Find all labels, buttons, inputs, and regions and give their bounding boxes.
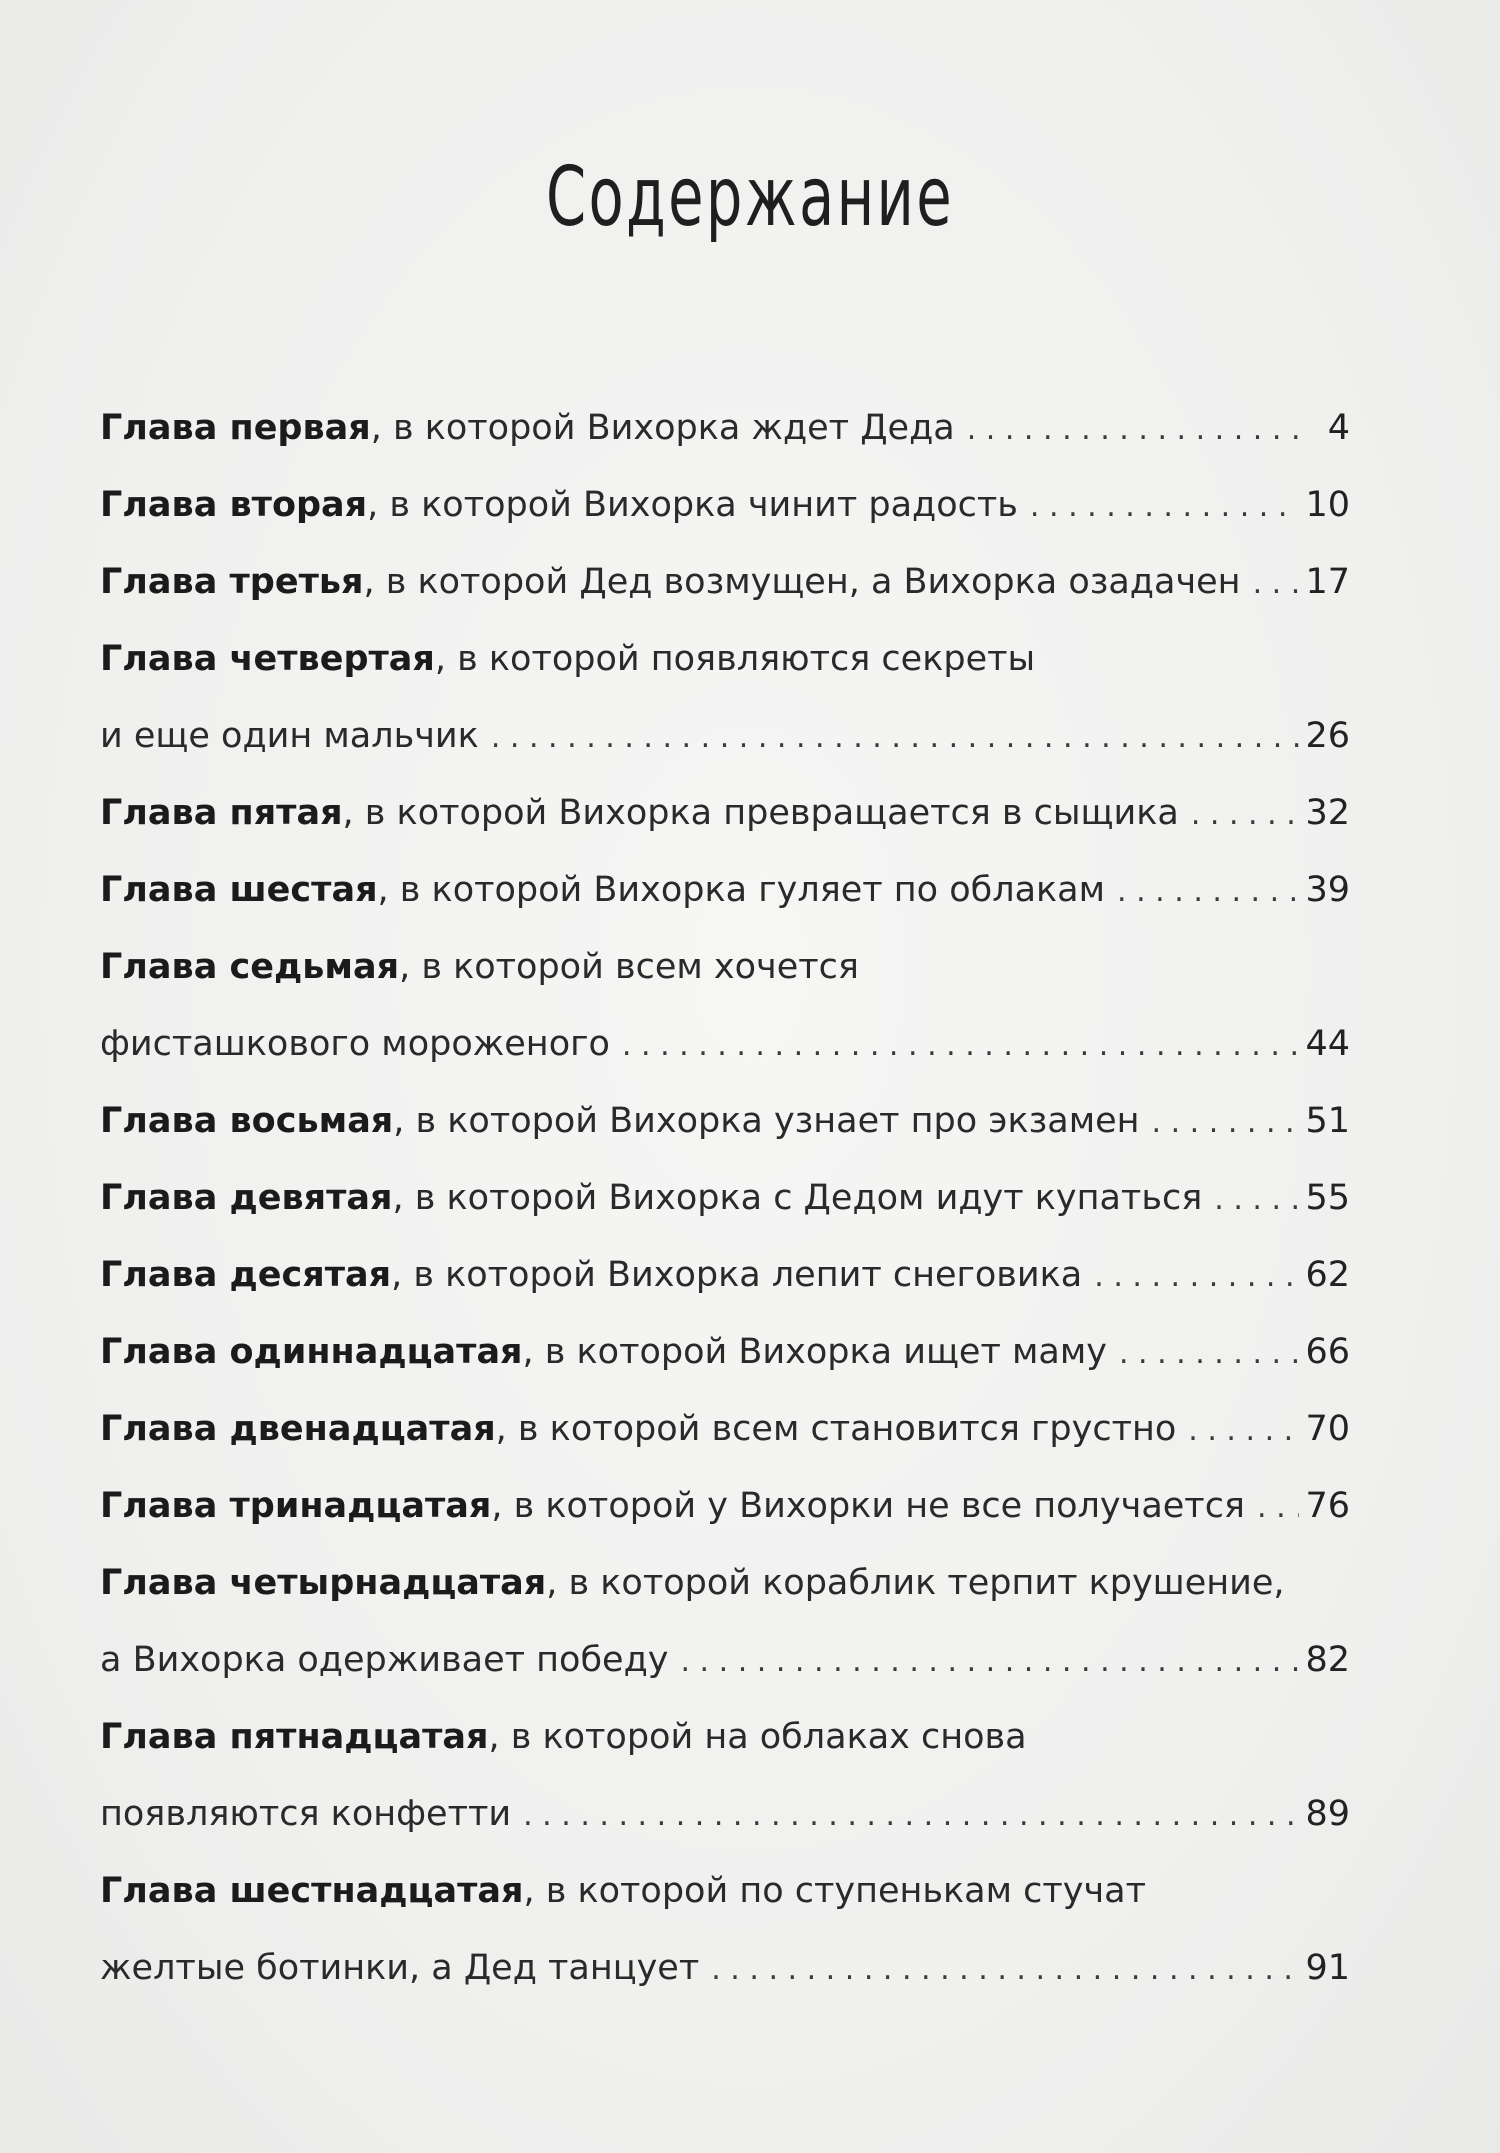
toc-entry	[100, 1468, 1350, 1545]
chapter-description: , в которой всем хочется	[399, 947, 859, 987]
toc-entry-label	[100, 1083, 1140, 1160]
page-number: 91	[1305, 1948, 1350, 1988]
toc-entry-label	[100, 1853, 1146, 1930]
page-number: 17	[1305, 562, 1350, 602]
chapter-description: , в которой у Вихорки не все получается	[491, 1486, 1245, 1526]
chapter-name: Глава шестнадцатая	[100, 1871, 524, 1911]
toc-entry-continuation	[100, 1006, 1350, 1083]
page-number: 55	[1305, 1178, 1350, 1218]
toc-entry-continuation	[100, 1622, 1350, 1699]
chapter-name: Глава девятая	[100, 1178, 393, 1218]
page-number: 10	[1305, 485, 1350, 525]
toc-entry	[100, 1237, 1350, 1314]
page-number: 82	[1305, 1640, 1350, 1680]
toc-entry	[100, 390, 1350, 467]
page-number: 4	[1327, 408, 1350, 448]
chapter-description-continued: и еще один мальчик	[100, 716, 479, 756]
page-number: 26	[1305, 716, 1350, 756]
chapter-name: Глава четырнадцатая	[100, 1563, 547, 1603]
toc-entry	[100, 1391, 1350, 1468]
toc-entry-continuation	[100, 1930, 1350, 2007]
toc-entry-label	[100, 929, 859, 1006]
chapter-description: , в которой Вихорка чинит радость	[367, 485, 1018, 525]
chapter-name: Глава одиннадцатая	[100, 1332, 523, 1372]
chapter-name: Глава восьмая	[100, 1101, 394, 1141]
toc-entry-label	[100, 1314, 1107, 1391]
chapter-name: Глава первая	[100, 408, 371, 448]
chapter-name: Глава третья	[100, 562, 364, 602]
chapter-name: Глава пятая	[100, 793, 343, 833]
chapter-description: , в которой Вихорка узнает про экзамен	[393, 1101, 1140, 1141]
toc-entry-label	[100, 1699, 1027, 1776]
chapter-description-continued: желтые ботинки, а Дед танцует	[100, 1948, 700, 1988]
chapter-description: , в которой по ступенькам стучат	[523, 1871, 1146, 1911]
toc-entry	[100, 1853, 1350, 1930]
dot-leader	[1117, 853, 1299, 930]
chapter-description: , в которой появляются секреты	[434, 639, 1036, 679]
dot-leader	[1214, 1161, 1299, 1238]
dot-leader	[1253, 545, 1300, 622]
toc-entry-label	[100, 390, 955, 467]
dot-leader	[1191, 776, 1300, 853]
toc-entry-label	[100, 1160, 1202, 1237]
toc-entry	[100, 1699, 1350, 1776]
chapter-description: , в которой на облаках снова	[488, 1717, 1027, 1757]
toc-entry-label	[100, 1468, 1245, 1545]
chapter-name: Глава четвертая	[100, 639, 435, 679]
page-number: 70	[1305, 1409, 1350, 1449]
page-title: Содержание	[545, 150, 955, 245]
chapter-description: , в которой Вихорка превращается в сыщика	[342, 793, 1179, 833]
toc-entry-label	[100, 775, 1179, 852]
toc-entry	[100, 1160, 1350, 1237]
toc-entry	[100, 1314, 1350, 1391]
toc-entry-label	[100, 1391, 1176, 1468]
chapter-name: Глава пятнадцатая	[100, 1717, 489, 1757]
chapter-name: Глава седьмая	[100, 947, 400, 987]
dot-leader	[622, 1007, 1300, 1084]
toc-entry-label	[100, 544, 1241, 621]
dot-leader	[680, 1623, 1299, 1700]
toc-entry-continuation	[100, 698, 1350, 775]
toc-entry	[100, 1083, 1350, 1160]
chapter-description-continued: фисташкового мороженого	[100, 1024, 610, 1064]
toc-entry	[100, 775, 1350, 852]
chapter-name: Глава тринадцатая	[100, 1486, 492, 1526]
table-of-contents	[100, 390, 1350, 2007]
chapter-description-continued: а Вихорка одерживает победу	[100, 1640, 669, 1680]
chapter-description: , в которой Вихорка с Дедом идут купаться	[392, 1178, 1203, 1218]
toc-entry-label	[100, 467, 1018, 544]
toc-entry	[100, 1545, 1350, 1622]
chapter-description: , в которой кораблик терпит крушение,	[546, 1563, 1285, 1603]
dot-leader	[1188, 1392, 1299, 1469]
chapter-description: , в которой Вихорка ищет маму	[522, 1332, 1107, 1372]
chapter-description: , в которой Дед возмущен, а Вихорка озадачен	[363, 562, 1241, 602]
chapter-description: , в которой Вихорка лепит снеговика	[391, 1255, 1083, 1295]
chapter-name: Глава вторая	[100, 485, 368, 525]
page-number: 62	[1305, 1255, 1350, 1295]
page-number: 76	[1305, 1486, 1350, 1526]
toc-entry	[100, 852, 1350, 929]
dot-leader	[711, 1931, 1299, 2008]
toc-entry-continuation	[100, 1776, 1350, 1853]
toc-entry	[100, 467, 1350, 544]
toc-entry	[100, 544, 1350, 621]
toc-entry-label	[100, 1545, 1285, 1622]
page-number: 51	[1305, 1101, 1350, 1141]
dot-leader	[1119, 1315, 1300, 1392]
page-number: 39	[1305, 870, 1350, 910]
dot-leader	[523, 1777, 1299, 1854]
page-number: 89	[1305, 1794, 1350, 1834]
dot-leader	[1152, 1084, 1300, 1161]
chapter-description: , в которой Вихорка гуляет по облакам	[377, 870, 1106, 910]
page-number: 44	[1305, 1024, 1350, 1064]
chapter-description: , в которой Вихорка ждет Деда	[370, 408, 955, 448]
dot-leader	[1257, 1469, 1299, 1546]
chapter-name: Глава двенадцатая	[100, 1409, 496, 1449]
toc-entry-label	[100, 852, 1105, 929]
chapter-name: Глава десятая	[100, 1255, 392, 1295]
toc-entry	[100, 621, 1350, 698]
toc-entry-label	[100, 621, 1035, 698]
toc-entry	[100, 929, 1350, 1006]
chapter-description: , в которой всем становится грустно	[495, 1409, 1177, 1449]
chapter-description-continued: появляются конфетти	[100, 1794, 512, 1834]
page-number: 32	[1305, 793, 1350, 833]
dot-leader	[1094, 1238, 1299, 1315]
dot-leader	[967, 391, 1304, 468]
chapter-name: Глава шестая	[100, 870, 378, 910]
dot-leader	[1030, 468, 1300, 545]
toc-entry-label	[100, 1237, 1082, 1314]
page-number: 66	[1305, 1332, 1350, 1372]
dot-leader	[491, 699, 1300, 776]
